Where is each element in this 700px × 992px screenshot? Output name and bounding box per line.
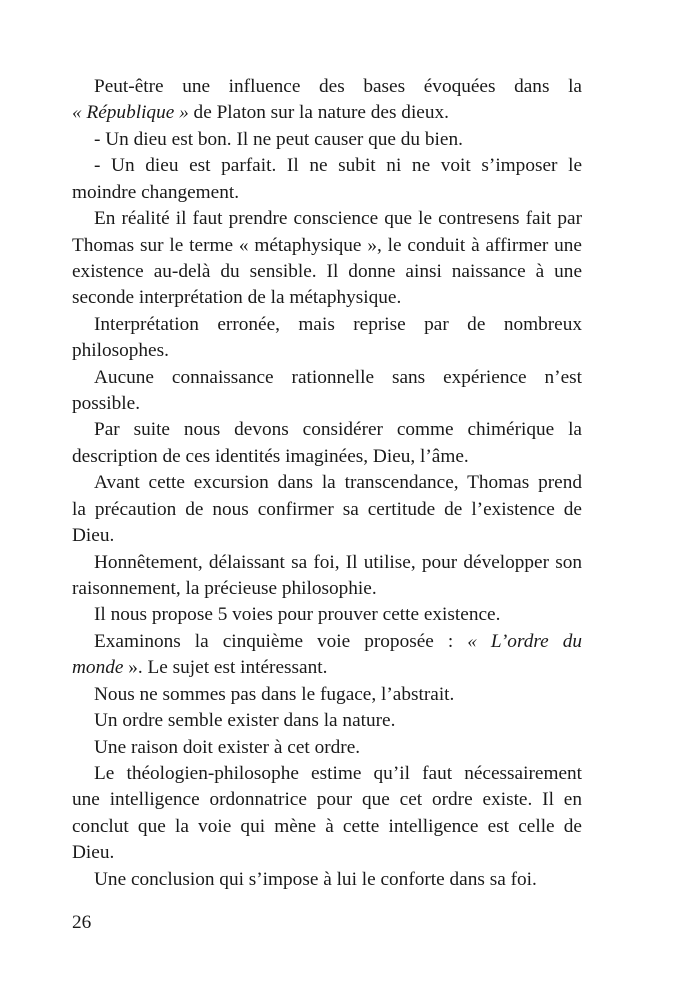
text-segment: Thomas sur le terme « métaphysique », le conduit à affirmer une bbox=[72, 234, 582, 256]
text-line bbox=[72, 840, 582, 866]
text-line bbox=[72, 417, 582, 443]
text-segment: une intelligence ordonnatrice pour que cet ordre existe. Il en bbox=[72, 789, 582, 811]
text-segment: ». Le sujet est intéressant. bbox=[123, 657, 328, 679]
text-segment: - Un dieu est bon. Il ne peut causer que du bien. bbox=[94, 128, 463, 150]
text-line bbox=[72, 180, 582, 206]
text-segment: description de ces identités imaginées, Dieu, l’âme. bbox=[72, 445, 469, 467]
text-line bbox=[72, 206, 582, 232]
text-segment: Le théologien-philosophe estime qu’il faut nécessairement bbox=[94, 762, 582, 784]
paragraph bbox=[72, 365, 582, 418]
text-line bbox=[72, 338, 582, 364]
text-segment: Peut-être une influence des bases évoquées dans la bbox=[94, 76, 582, 97]
text-line bbox=[72, 761, 582, 787]
text-segment: Avant cette excursion dans la transcendance, Thomas prend bbox=[94, 472, 582, 494]
paragraph bbox=[72, 708, 582, 734]
text-line bbox=[72, 100, 582, 126]
text-segment: Par suite nous devons considérer comme chimérique la bbox=[94, 419, 582, 441]
text-line bbox=[72, 470, 582, 496]
text-line bbox=[72, 576, 582, 602]
text-line bbox=[72, 444, 582, 470]
italic-text: monde bbox=[72, 657, 124, 679]
text-segment: Nous ne sommes pas dans le fugace, l’abstrait. bbox=[94, 683, 455, 705]
text-line bbox=[72, 497, 582, 523]
paragraph bbox=[72, 206, 582, 312]
text-line bbox=[72, 867, 582, 893]
text-line bbox=[72, 153, 582, 179]
text-segment: Dieu. bbox=[72, 525, 115, 547]
text-line bbox=[72, 365, 582, 391]
text-segment: philosophes. bbox=[72, 340, 169, 362]
text-segment: moindre changement. bbox=[72, 181, 240, 203]
paragraph bbox=[72, 550, 582, 603]
paragraph bbox=[72, 867, 582, 893]
paragraph bbox=[72, 312, 582, 365]
text-line bbox=[72, 708, 582, 734]
text-segment: raisonnement, la précieuse philosophie. bbox=[72, 578, 377, 600]
text-segment: Un ordre semble exister dans la nature. bbox=[94, 710, 396, 732]
text-line bbox=[72, 787, 582, 813]
text-line bbox=[72, 735, 582, 761]
text-line bbox=[72, 655, 582, 681]
text-segment: seconde interprétation de la métaphysique. bbox=[72, 287, 402, 309]
text-segment: Une raison doit exister à cet ordre. bbox=[94, 736, 361, 758]
text-line bbox=[72, 74, 582, 100]
text-line bbox=[72, 602, 582, 628]
text-segment: Examinons la cinquième voie proposée : bbox=[94, 630, 468, 652]
text-segment: Dieu. bbox=[72, 842, 115, 864]
paragraph bbox=[72, 417, 582, 470]
paragraph bbox=[72, 74, 582, 127]
text-line bbox=[72, 233, 582, 259]
paragraph bbox=[72, 735, 582, 761]
text-segment: - Un dieu est parfait. Il ne subit ni ne voit s’imposer le bbox=[94, 155, 582, 177]
text-segment: conclut que la voie qui mène à cette intelligence est celle de bbox=[72, 815, 582, 837]
text-segment: la précaution de nous confirmer sa certitude de l’existence de bbox=[72, 498, 582, 520]
text-segment: de Platon sur la nature des dieux. bbox=[188, 102, 449, 124]
text-line bbox=[72, 312, 582, 338]
text-line bbox=[72, 814, 582, 840]
text-line bbox=[72, 391, 582, 417]
text-segment: Aucune connaissance rationnelle sans expérience n’est bbox=[94, 366, 582, 388]
text-line bbox=[72, 682, 582, 708]
paragraph bbox=[72, 153, 582, 206]
text-line bbox=[72, 523, 582, 549]
paragraph bbox=[72, 682, 582, 708]
paragraph bbox=[72, 127, 582, 153]
paragraph bbox=[72, 761, 582, 867]
italic-text: « L’ordre du bbox=[467, 630, 582, 652]
paragraph bbox=[72, 629, 582, 682]
text-line bbox=[72, 285, 582, 311]
italic-text: « République » bbox=[72, 102, 189, 124]
text-segment: En réalité il faut prendre conscience que le contresens fait par bbox=[94, 208, 582, 230]
text-segment: Il nous propose 5 voies pour prouver cette existence. bbox=[94, 604, 501, 626]
text-segment: Honnêtement, délaissant sa foi, Il utilise, pour développer son bbox=[94, 551, 582, 573]
text-segment: existence au-delà du sensible. Il donne ainsi naissance à une bbox=[72, 260, 582, 282]
text-line bbox=[72, 127, 582, 153]
text-line bbox=[72, 259, 582, 285]
text-segment: Une conclusion qui s’impose à lui le conforte dans sa foi. bbox=[94, 868, 537, 890]
text-segment: possible. bbox=[72, 393, 141, 415]
paragraph bbox=[72, 602, 582, 628]
text-line bbox=[72, 629, 582, 655]
page-body-text bbox=[72, 74, 582, 893]
text-segment: Interprétation erronée, mais reprise par de nombreux bbox=[94, 313, 582, 335]
page-number: 26 bbox=[72, 912, 92, 933]
text-line bbox=[72, 550, 582, 576]
paragraph bbox=[72, 470, 582, 549]
